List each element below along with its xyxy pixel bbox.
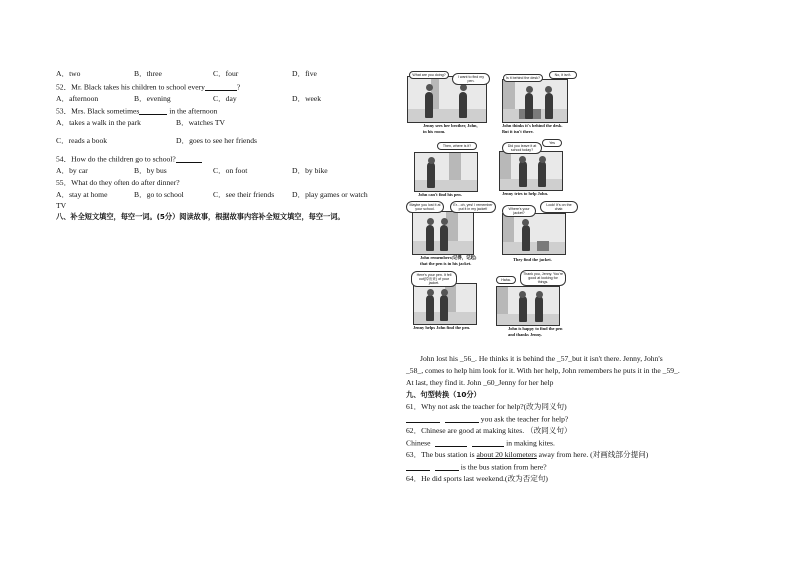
q52-option-c: C．day bbox=[213, 94, 237, 103]
comic-panel-6-bubble-2: Look! It's on the chair. bbox=[540, 201, 578, 213]
q53-question bbox=[56, 107, 217, 115]
comic-panel-2-bubble-2: No, it isn't. bbox=[549, 71, 577, 79]
q52-stem: 52．Mr. Black takes his children to school every bbox=[56, 82, 205, 92]
comic-panel-7-bubble-1: Here's your pen. It fell out(掉出来) of your jacket. bbox=[411, 271, 457, 287]
comic-panel-1-bubble-2: I want to find my pen. bbox=[452, 73, 490, 85]
comic-panel-5-bubble-1: Maybe you lost it at your school. bbox=[406, 201, 444, 213]
section-9-heading: 九、句型转换（10分） bbox=[406, 390, 481, 399]
q54-option-a: A．by car bbox=[56, 166, 88, 175]
comic-panel-1-caption bbox=[423, 123, 478, 134]
q61-blank-2[interactable] bbox=[445, 415, 479, 423]
caption-line: John is happy to find the pen bbox=[508, 326, 563, 331]
q63-question bbox=[406, 451, 648, 459]
q62-answer-end: in making kites. bbox=[504, 438, 555, 448]
comic-panel-1 bbox=[407, 71, 487, 137]
q53-option-b: B．watches TV bbox=[176, 118, 225, 127]
caption-line: John thinks it's behind the desk. bbox=[502, 123, 563, 128]
q55-option-a: A．stay at home bbox=[56, 190, 108, 199]
comic-panel-2-image bbox=[502, 79, 568, 123]
q55-stem: 55．What do they often do after dinner? bbox=[56, 178, 180, 187]
comic-panel-8-bubble-2: Thank you, Jenny. You're good at looking for things. bbox=[520, 270, 566, 286]
section-8-heading: 八、补全短文填空，每空一词。(5分）阅读故事，根据故事内容补全短文填空，每空一词。 bbox=[56, 212, 345, 221]
q62-blank-1[interactable] bbox=[435, 439, 467, 447]
comic-panel-6 bbox=[500, 201, 580, 267]
q52-blank bbox=[205, 83, 237, 91]
caption-line: They find the jacket. bbox=[513, 257, 552, 262]
comic-panel-6-image bbox=[502, 213, 566, 255]
passage-line-2: _58_, comes to help him look for it. With her help, John remembers he puts it in the _59_. bbox=[406, 366, 680, 375]
comic-panel-2-caption bbox=[502, 123, 563, 134]
q63-underlined-part: about 20 kilometers bbox=[476, 450, 537, 459]
q52-option-b: B．evening bbox=[134, 94, 171, 103]
q63-blank-2[interactable] bbox=[435, 463, 459, 471]
q53-option-c: C．reads a book bbox=[56, 136, 108, 145]
comic-panel-1-bubble-1: What are you doing? bbox=[409, 71, 449, 79]
q63-stem: 63．The bus station is bbox=[406, 450, 477, 459]
comic-panel-8 bbox=[494, 270, 576, 340]
comic-panel-8-caption bbox=[508, 326, 562, 337]
q51-option-b: B．three bbox=[134, 69, 162, 78]
comic-panel-7-image bbox=[413, 283, 477, 325]
caption-line: Jenny sees her brother, John, bbox=[423, 123, 478, 128]
q64-question: 64．He did sports last weekend.(改为否定句) bbox=[406, 474, 548, 483]
q54-option-c: C．on foot bbox=[213, 166, 248, 175]
caption-line: that the pen is in his jacket. bbox=[420, 260, 472, 266]
q53-option-a: A．takes a walk in the park bbox=[56, 118, 141, 127]
q63-blank-1[interactable] bbox=[406, 463, 430, 471]
q61-answer-line bbox=[406, 415, 568, 423]
comic-panel-3-caption bbox=[418, 192, 462, 198]
q62-answer-line bbox=[406, 439, 555, 447]
comic-panel-7 bbox=[409, 271, 489, 335]
comic-panel-4-bubble-1: Did you leave it at school today? bbox=[502, 142, 542, 154]
passage-line-3: At last, they find it. John _60_Jenny for her help bbox=[406, 378, 554, 387]
q51-option-d: D．five bbox=[292, 69, 317, 78]
comic-panel-2-bubble-1: Is it behind the desk? bbox=[503, 74, 543, 82]
q55-option-d: D．play games or watch bbox=[292, 190, 368, 199]
q54-option-d: D．by bike bbox=[292, 166, 328, 175]
comic-panel-5 bbox=[406, 201, 498, 267]
q61-blank-1[interactable] bbox=[406, 415, 440, 423]
comic-panel-6-bubble-1: Where's your jacket? bbox=[502, 205, 536, 217]
comic-panel-5-image bbox=[412, 211, 474, 255]
q63-answer-text: is the bus station from here? bbox=[458, 462, 547, 472]
q51-option-a: A．two bbox=[56, 69, 81, 78]
comic-panel-3-image bbox=[414, 152, 478, 192]
q62-question: 62．Chinese are good at making kites. （改同义句） bbox=[406, 426, 572, 435]
comic-panel-5-caption bbox=[420, 255, 476, 266]
q63-instruction: away from here. (对画线部分提问) bbox=[536, 450, 649, 459]
q55-option-d-wrap: TV bbox=[56, 201, 67, 210]
comic-panel-6-caption bbox=[513, 257, 552, 263]
q53-stem: 53．Mrs. Black sometimes bbox=[56, 106, 140, 116]
q51-option-c: C．four bbox=[213, 69, 239, 78]
comic-panel-4-caption bbox=[502, 191, 548, 197]
caption-line: But it isn't there. bbox=[502, 128, 534, 134]
caption-line: and thanks Jenny. bbox=[508, 331, 543, 337]
q52-question bbox=[56, 83, 240, 91]
comic-panel-2 bbox=[497, 71, 577, 137]
q53-tail: in the afternoon bbox=[167, 106, 218, 116]
q54-blank bbox=[176, 155, 202, 163]
passage-line-1: John lost his _56_. He thinks it is behind the _57_but it isn't there. Jenny, John's bbox=[420, 354, 663, 363]
q52-option-a: A．afternoon bbox=[56, 94, 99, 103]
q61-question: 61．Why not ask the teacher for help?(改为同义句) bbox=[406, 402, 567, 411]
caption-line: Jenny helps John find the pen. bbox=[413, 325, 471, 330]
q53-blank bbox=[139, 107, 167, 115]
comic-panel-5-bubble-2: Er…oh, yes! I remember put it in my jacket! bbox=[450, 201, 496, 213]
q52-option-d: D．week bbox=[292, 94, 322, 103]
caption-line: John can't find his pen. bbox=[418, 192, 462, 197]
q54-question bbox=[56, 155, 202, 163]
q61-answer-text: you ask the teacher for help? bbox=[478, 414, 569, 424]
q54-option-b: B．by bus bbox=[134, 166, 167, 175]
comic-panel-4-bubble-2: Yes bbox=[542, 139, 562, 147]
comic-panel-8-image bbox=[496, 286, 560, 326]
comic-panel-4 bbox=[496, 139, 576, 197]
caption-line: Jenny tries to help John. bbox=[502, 191, 548, 196]
comic-panel-3 bbox=[414, 142, 486, 198]
q55-option-c: C．see their friends bbox=[213, 190, 275, 199]
q62-answer-start: Chinese bbox=[406, 438, 431, 448]
comic-panel-7-caption bbox=[413, 325, 470, 331]
q62-blank-2[interactable] bbox=[472, 439, 504, 447]
comic-panel-3-bubble-1: Then, where is it? bbox=[437, 142, 477, 150]
q53-option-d: D．goes to see her friends bbox=[176, 136, 257, 145]
q63-answer-line bbox=[406, 463, 547, 471]
caption-line: John remembers(记得，记起) bbox=[420, 255, 477, 260]
q54-stem: 54．How do the children go to school? bbox=[56, 154, 176, 164]
q52-tail: ? bbox=[236, 82, 241, 92]
caption-line: in his room. bbox=[423, 128, 446, 134]
comic-panel-4-image bbox=[499, 151, 563, 191]
comic-panel-8-bubble-1: Haha. bbox=[496, 276, 516, 284]
q55-option-b: B．go to school bbox=[134, 190, 184, 199]
